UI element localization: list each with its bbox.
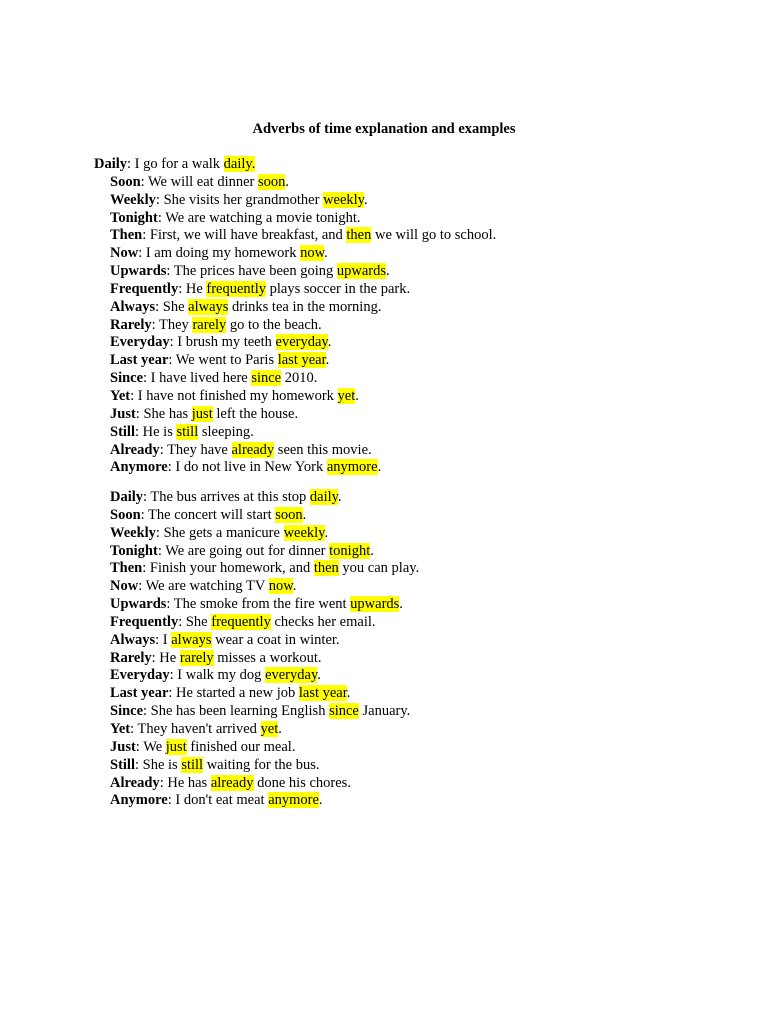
example-text-end: . xyxy=(386,263,390,280)
highlighted-adverb: then xyxy=(313,560,339,577)
example-line xyxy=(94,424,496,442)
highlighted-adverb: yet xyxy=(260,720,279,737)
example-line xyxy=(94,245,496,263)
example-text: : We are going out for dinner xyxy=(157,542,330,559)
example-line xyxy=(94,459,496,477)
example-line xyxy=(94,650,419,668)
example-text: : She has been learning English xyxy=(143,703,330,720)
example-line xyxy=(94,388,496,406)
example-text-end: . xyxy=(324,524,329,541)
highlighted-adverb: still xyxy=(176,423,199,440)
adverb-term: Already xyxy=(110,441,160,458)
example-line xyxy=(94,281,496,299)
example-line xyxy=(94,721,419,739)
highlighted-adverb: daily. xyxy=(223,156,256,172)
example-text: : First, we will have breakfast, and xyxy=(142,227,347,244)
highlighted-adverb: just xyxy=(165,738,187,755)
adverb-term: Now xyxy=(110,245,139,262)
example-text-end: . xyxy=(370,542,374,559)
highlighted-adverb: daily xyxy=(309,489,338,505)
highlighted-adverb: frequently xyxy=(211,613,271,630)
highlighted-adverb: now xyxy=(268,578,293,595)
example-text-end: . xyxy=(327,334,332,351)
adverb-term: Tonight xyxy=(110,542,158,559)
example-line xyxy=(94,578,419,596)
example-text-end: . xyxy=(318,792,323,809)
example-text: : The bus arrives at this stop xyxy=(143,489,310,505)
highlighted-adverb: everyday xyxy=(275,334,328,351)
example-line xyxy=(94,757,419,775)
example-text: : I xyxy=(155,631,172,648)
example-line xyxy=(94,174,496,192)
example-line xyxy=(94,543,419,561)
adverb-term: Already xyxy=(110,774,160,791)
example-line xyxy=(94,334,496,352)
example-text-end: wear a coat in winter. xyxy=(211,631,340,648)
example-text: : I brush my teeth xyxy=(169,334,276,351)
adverb-term: Tonight xyxy=(110,209,158,226)
example-text: : I have lived here xyxy=(143,370,252,387)
example-text-end: seen this movie. xyxy=(274,441,372,458)
example-line xyxy=(94,192,496,210)
example-text: : He xyxy=(151,649,180,666)
adverb-term: Now xyxy=(110,578,139,595)
highlighted-adverb: everyday xyxy=(265,667,318,684)
adverb-term: Soon xyxy=(110,506,141,523)
adverb-term: Everyday xyxy=(110,334,170,351)
highlighted-adverb: rarely xyxy=(179,649,214,666)
example-text-end: . xyxy=(377,459,382,476)
adverb-term: Just xyxy=(110,738,136,755)
example-text: : She has xyxy=(135,405,192,422)
example-text: : The smoke from the fire went xyxy=(166,596,351,613)
highlighted-adverb: always xyxy=(171,631,212,648)
highlighted-adverb: since xyxy=(251,370,282,387)
adverb-term: Everyday xyxy=(110,667,170,684)
example-line xyxy=(94,525,419,543)
example-text: : He started a new job xyxy=(168,685,299,702)
adverb-term: Weekly xyxy=(110,191,156,208)
example-text-end: checks her email. xyxy=(270,613,376,630)
highlighted-adverb: rarely xyxy=(192,316,227,333)
example-text-end: . xyxy=(292,578,297,595)
example-text-end: done his chores. xyxy=(253,774,351,791)
example-text: : He is xyxy=(134,423,177,440)
highlighted-adverb: upwards xyxy=(336,263,386,280)
highlighted-adverb: upwards xyxy=(350,596,400,613)
example-line xyxy=(94,775,419,793)
example-line xyxy=(94,792,419,810)
example-line xyxy=(94,210,496,228)
example-text: : I go for a walk xyxy=(127,156,224,172)
example-line xyxy=(94,352,496,370)
example-text: : I have not finished my homework xyxy=(130,387,338,404)
example-line xyxy=(94,317,496,335)
example-line xyxy=(94,156,496,174)
example-text: : They have xyxy=(159,441,232,458)
adverb-term: Yet xyxy=(110,720,131,737)
adverb-term: Still xyxy=(110,423,135,440)
example-line xyxy=(94,442,496,460)
example-line xyxy=(94,263,496,281)
highlighted-adverb: tonight xyxy=(329,542,371,559)
adverb-term: Always xyxy=(110,298,156,315)
example-text: : They haven't arrived xyxy=(130,720,261,737)
example-text: : I am doing my homework xyxy=(138,245,301,262)
adverb-term: Always xyxy=(110,631,156,648)
example-text-end: . xyxy=(317,667,321,684)
adverb-term: Daily xyxy=(110,489,144,505)
example-text: : I walk my dog xyxy=(169,667,266,684)
example-line xyxy=(94,370,496,388)
adverb-term: Daily xyxy=(94,156,128,172)
examples-list-1 xyxy=(94,156,496,477)
example-line xyxy=(94,507,419,525)
example-text-end: . xyxy=(302,506,307,523)
adverb-term: Still xyxy=(110,756,135,773)
highlighted-adverb: last year xyxy=(277,352,326,369)
example-text-end: plays soccer in the park. xyxy=(265,280,411,297)
adverb-term: Frequently xyxy=(110,280,179,297)
example-line xyxy=(94,227,496,245)
highlighted-adverb: last year xyxy=(298,685,347,702)
example-text-end: January. xyxy=(358,703,411,720)
highlighted-adverb: frequently xyxy=(206,280,266,297)
example-text: : They xyxy=(151,316,193,333)
example-line xyxy=(94,299,496,317)
example-line xyxy=(94,596,419,614)
example-text-end: . xyxy=(278,720,282,737)
highlighted-adverb: yet xyxy=(337,387,356,404)
example-text-end: . xyxy=(346,685,351,702)
adverb-term: Last year xyxy=(110,352,169,369)
adverb-term: Last year xyxy=(110,685,169,702)
highlighted-adverb: weekly xyxy=(323,191,364,208)
example-text-end: 2010. xyxy=(281,370,318,387)
example-text-end: . xyxy=(399,596,403,613)
example-text: : He xyxy=(178,280,207,297)
example-line xyxy=(94,489,419,507)
adverb-term: Yet xyxy=(110,387,131,404)
highlighted-adverb: now xyxy=(300,245,325,262)
example-text: : We are watching TV xyxy=(138,578,269,595)
adverb-term: Rarely xyxy=(110,649,152,666)
adverb-term: Then xyxy=(110,227,143,244)
adverb-term: Soon xyxy=(110,173,141,190)
highlighted-adverb: soon xyxy=(275,506,303,523)
example-text-end: left the house. xyxy=(212,405,299,422)
adverb-term: Just xyxy=(110,405,136,422)
example-text-end: . xyxy=(285,173,290,190)
highlighted-adverb: since xyxy=(329,703,359,720)
example-text: : The prices have been going xyxy=(166,263,337,280)
example-text: : We will eat dinner xyxy=(140,173,258,190)
example-text: : I do not live in New York xyxy=(167,459,327,476)
example-text: : Finish your homework, and xyxy=(142,560,314,577)
example-text: : I don't eat meat xyxy=(167,792,269,809)
examples-list-2 xyxy=(94,489,419,810)
highlighted-adverb: soon xyxy=(258,173,286,190)
example-text-end: go to the beach. xyxy=(226,316,322,333)
example-line xyxy=(94,632,419,650)
highlighted-adverb: already xyxy=(231,441,275,458)
example-line xyxy=(94,560,419,578)
example-text: : She xyxy=(178,613,212,630)
highlighted-adverb: weekly xyxy=(283,524,325,541)
highlighted-adverb: anymore xyxy=(326,459,378,476)
highlighted-adverb: already xyxy=(210,774,254,791)
adverb-term: Anymore xyxy=(110,459,168,476)
example-text-end: we will go to school. xyxy=(371,227,497,244)
adverb-term: Upwards xyxy=(110,263,167,280)
example-text: : She visits her grandmother xyxy=(155,191,324,208)
example-text: : We went to Paris xyxy=(168,352,278,369)
highlighted-adverb: then xyxy=(346,227,372,244)
adverb-term: Then xyxy=(110,560,143,577)
highlighted-adverb: just xyxy=(191,405,213,422)
highlighted-adverb: still xyxy=(181,756,204,773)
example-line xyxy=(94,703,419,721)
example-text-end: finished our meal. xyxy=(186,738,296,755)
example-text-end: . xyxy=(325,352,330,369)
example-text-end: . xyxy=(364,191,368,208)
document-title: Adverbs of time explanation and examples xyxy=(252,121,516,137)
example-line xyxy=(94,406,496,424)
highlighted-adverb: always xyxy=(188,298,229,315)
highlighted-adverb: anymore xyxy=(268,792,319,809)
example-text: : She gets a manicure xyxy=(155,524,284,541)
example-text-end: . xyxy=(324,245,328,262)
adverb-term: Upwards xyxy=(110,596,167,613)
example-text-end: drinks tea in the morning. xyxy=(228,298,382,315)
adverb-term: Since xyxy=(110,703,144,720)
example-text: : He has xyxy=(159,774,211,791)
example-line xyxy=(94,685,419,703)
example-text-end: . xyxy=(355,387,359,404)
example-line xyxy=(94,739,419,757)
example-text-end: waiting for the bus. xyxy=(203,756,320,773)
example-text-end: you can play. xyxy=(338,560,420,577)
adverb-term: Anymore xyxy=(110,792,168,809)
example-text: : She xyxy=(155,298,189,315)
example-text: : We xyxy=(135,738,166,755)
example-line xyxy=(94,614,419,632)
adverb-term: Rarely xyxy=(110,316,152,333)
example-text-end: sleeping. xyxy=(198,423,254,440)
adverb-term: Frequently xyxy=(110,613,179,630)
example-text-end: . xyxy=(337,489,342,505)
adverb-term: Since xyxy=(110,370,144,387)
example-text: : The concert will start xyxy=(140,506,276,523)
example-line xyxy=(94,667,419,685)
example-text-end: misses a workout. xyxy=(213,649,322,666)
adverb-term: Weekly xyxy=(110,524,156,541)
example-text: : She is xyxy=(134,756,182,773)
example-text: : We are watching a movie tonight. xyxy=(157,209,361,226)
